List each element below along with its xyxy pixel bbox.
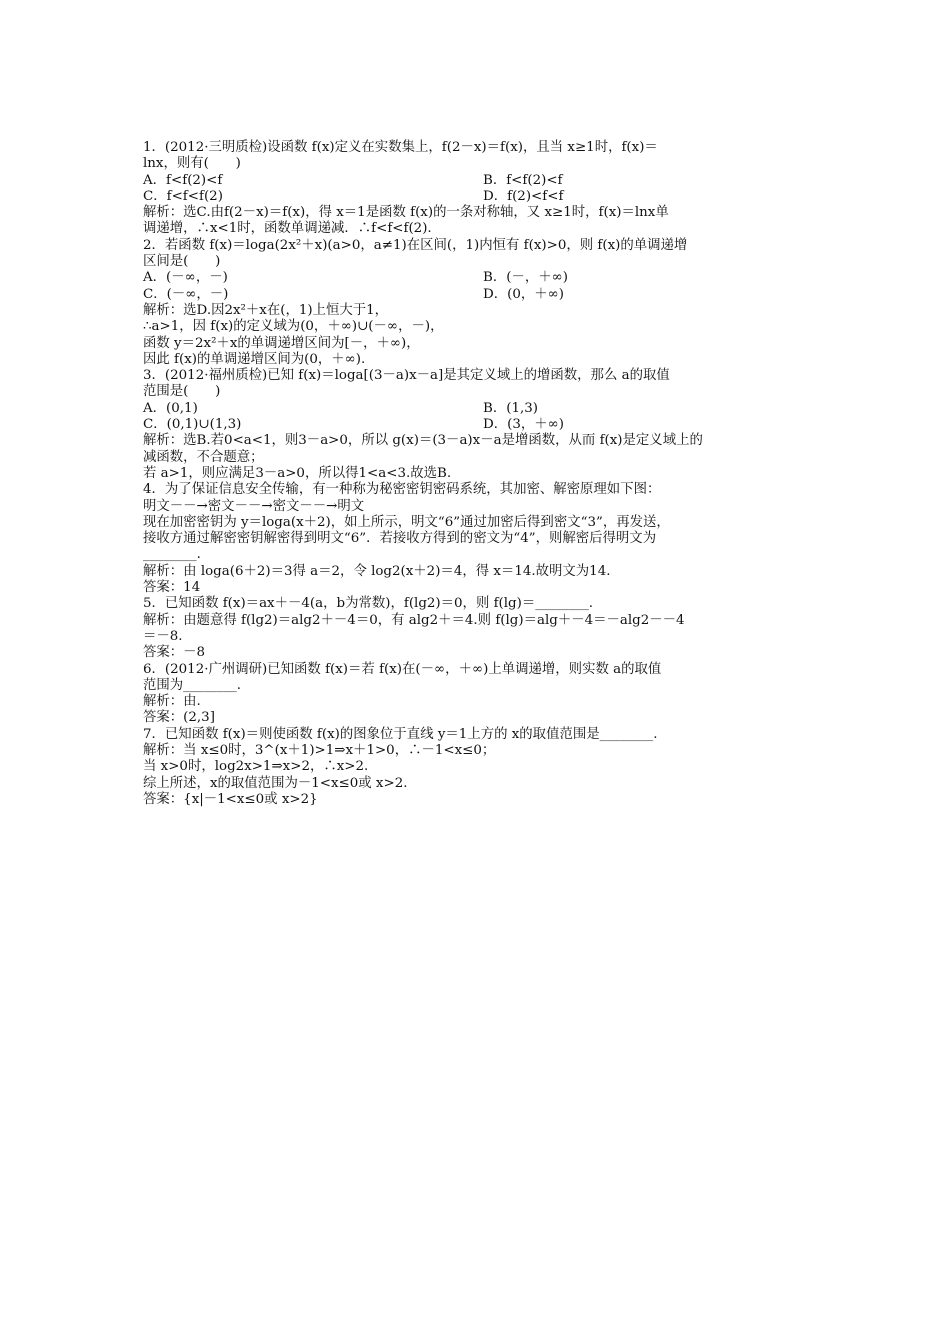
question-text-line: 范围为________.	[143, 677, 241, 693]
question-text-line: 5．已知函数 f(x)＝ax＋－4(a，b为常数)，f(lg2)＝0，则 f(lg)＝________.	[143, 596, 594, 612]
analysis-line: 解析：当 x≤0时，3^(x＋1)>1⇒x＋1>0，∴－1<x≤0；	[143, 742, 496, 758]
analysis-line: 综上所述，x的取值范围为－1<x≤0或 x>2.	[143, 775, 408, 791]
option-b: B．f<f(2)<f	[483, 172, 563, 188]
answer-line: 答案：{x|－1<x≤0或 x>2}	[143, 791, 318, 807]
option-d: D．(3，＋∞)	[483, 417, 565, 433]
option-row	[143, 189, 808, 205]
option-b: B．(－，＋∞)	[483, 270, 569, 286]
option-c: C．f<f<f(2)	[143, 188, 223, 204]
question-5	[143, 596, 808, 661]
analysis-line: 因此 f(x)的单调递增区间为(0，＋∞).	[143, 351, 366, 367]
analysis-line: 解析：由.	[143, 694, 201, 710]
analysis-line: 解析：由题意得 f(lg2)＝alg2＋－4＝0，有 alg2＋＝4.则 f(lg)＝alg＋－4＝－alg2－－4	[143, 612, 685, 628]
option-d: D．f(2)<f<f	[483, 188, 564, 204]
option-row	[143, 287, 808, 303]
option-a: A．(－∞，－)	[143, 270, 228, 286]
question-1	[143, 140, 808, 238]
question-text-line: 现在加密密钥为 y＝loga(x＋2)，如上所示，明文“6”通过加密后得到密文“3”，再发送，	[143, 514, 670, 530]
question-text-line: 接收方通过解密密钥解密得到明文“6”．若接收方得到的密文为“4”，则解密后得明文为	[143, 531, 657, 547]
answer-line: 答案：14	[143, 580, 201, 596]
question-3	[143, 368, 808, 482]
option-row	[143, 270, 808, 286]
question-text-line: 4．为了保证信息安全传输，有一种称为秘密密钥密码系统，其加密、解密原理如下图：	[143, 482, 661, 498]
option-c: C．(0,1)∪(1,3)	[143, 417, 242, 433]
option-a: A．(0,1)	[143, 400, 198, 416]
question-text-line: 6．(2012·广州调研)已知函数 f(x)＝若 f(x)在(－∞，＋∞)上单调递增，则实数 a的取值	[143, 661, 662, 677]
question-text-line: 7．已知函数 f(x)＝则使函数 f(x)的图象位于直线 y＝1上方的 x的取值范围是________.	[143, 726, 658, 742]
analysis-line: ＝－8.	[143, 628, 183, 644]
option-c: C．(－∞，－)	[143, 286, 229, 302]
analysis-line: 减函数，不合题意；	[143, 449, 264, 465]
question-7	[143, 727, 808, 808]
answer-blank: ________.	[143, 547, 201, 563]
question-text-line: 2．若函数 f(x)＝loga(2x²＋x)(a>0，a≠1)在区间(，1)内恒有 f(x)>0，则 f(x)的单调递增	[143, 237, 688, 253]
cipher-flow-line: 明文－－→密文－－→密文－－→明文	[143, 498, 365, 514]
analysis-line: 函数 y＝2x²＋x的单调递增区间为[－，＋∞)，	[143, 335, 420, 351]
analysis-line: 解析：选B.若0<a<1，则3－a>0，所以 g(x)＝(3－a)x－a是增函数，从而 f(x)是定义域上的	[143, 433, 703, 449]
question-text-line: lnx，则有( )	[143, 156, 241, 172]
question-2	[143, 238, 808, 368]
question-6	[143, 662, 808, 727]
question-text-line: 3．(2012·福州质检)已知 f(x)＝loga[(3－a)x－a]是其定义域上的增函数，那么 a的取值	[143, 368, 670, 384]
analysis-line: 若 a>1，则应满足3－a>0，所以得1<a<3.故选B.	[143, 465, 452, 481]
analysis-line: 调递增，∴x<1时，函数单调递减．∴f<f<f(2).	[143, 221, 432, 237]
analysis-line: 解析：由 loga(6＋2)＝3得 a＝2，令 log2(x＋2)＝4，得 x＝14.故明文为14.	[143, 563, 611, 579]
analysis-line: ∴a>1，因 f(x)的定义域为(0，＋∞)∪(－∞，－)，	[143, 319, 444, 335]
question-4	[143, 482, 808, 596]
analysis-line: 解析：选C.由f(2－x)＝f(x)，得 x＝1是函数 f(x)的一条对称轴，又 x≥1时，f(x)＝lnx单	[143, 205, 669, 221]
question-text-line: 1．(2012·三明质检)设函数 f(x)定义在实数集上，f(2－x)＝f(x)，且当 x≥1时，f(x)＝	[143, 140, 658, 155]
document-page	[143, 140, 808, 808]
option-d: D．(0，＋∞)	[483, 286, 565, 302]
question-text-line: 范围是( )	[143, 384, 221, 400]
analysis-line: 解析：选D.因2x²＋x在(，1)上恒大于1，	[143, 302, 389, 318]
option-row	[143, 173, 808, 189]
option-row	[143, 401, 808, 417]
option-a: A．f<f(2)<f	[143, 172, 223, 188]
option-b: B．(1,3)	[483, 400, 538, 416]
analysis-line: 当 x>0时，log2x>1⇒x>2，∴x>2.	[143, 759, 369, 775]
answer-line: 答案：－8	[143, 645, 206, 661]
answer-line: 答案：(2,3]	[143, 710, 215, 726]
question-text-line: 区间是( )	[143, 254, 221, 270]
option-row	[143, 417, 808, 433]
